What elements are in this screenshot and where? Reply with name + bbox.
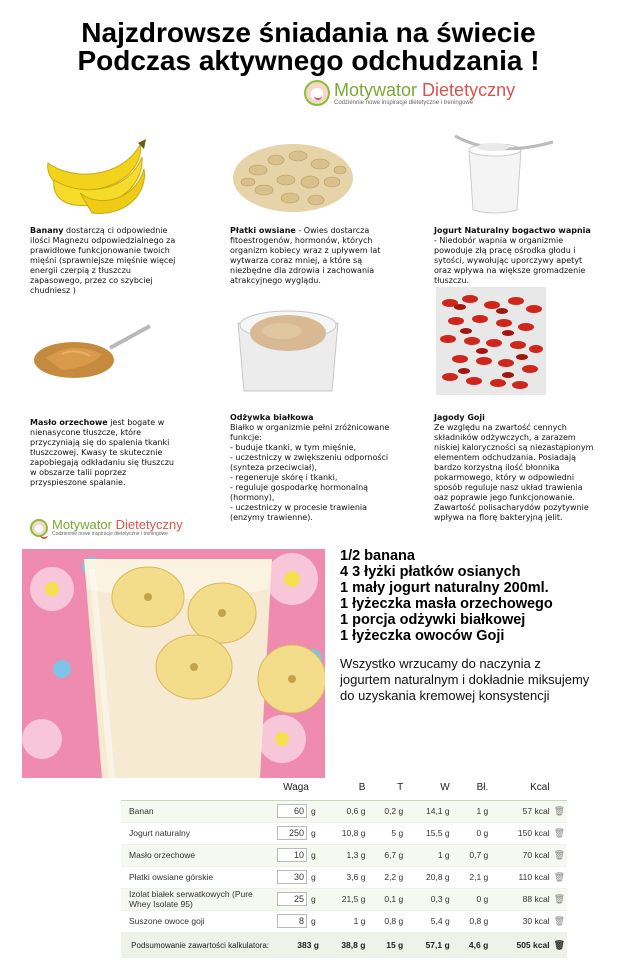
goji-berries-image bbox=[436, 287, 546, 395]
col-header-t: T bbox=[367, 776, 405, 800]
ingredient-text: Ze względu na zwartość cennych składników odżywczych, a zarazem niskiej kaloryczności są niezastąpionym elementem odchudzania. Posiadają bardzo korzystną ilość błonnika pokarmowego, który w odpowiedni sposób reguluje nasz układ trawienia oaz poprawie jego funkcjonowanie. Zawartość polisacharydów pozytywnie wpływa na florę bakteryjną jelit. bbox=[434, 423, 594, 522]
trash-icon[interactable]: 🗑 bbox=[552, 932, 567, 958]
ingredient-text: - Niedobór wapnia w organizmie powoduje złą pracę ośrodka głodu i sytości, wywołując uporczywy apetyt oraz wpływa na większe gromadzenie tłuszczu. bbox=[434, 236, 586, 285]
col-header-waga: Waga bbox=[271, 776, 321, 800]
kcal-value: 30 kcal bbox=[490, 910, 551, 932]
trash-icon[interactable]: 🗑 bbox=[552, 822, 567, 844]
fiber-value: 2,1 g bbox=[452, 866, 491, 888]
trash-icon[interactable]: 🗑 bbox=[552, 866, 567, 888]
carbs-value: 0,3 g bbox=[405, 888, 451, 910]
weight-input[interactable]: 8 bbox=[277, 914, 307, 928]
ingredient-title: Odżywka białkowa bbox=[230, 413, 314, 422]
kcal-value: 88 kcal bbox=[490, 888, 551, 910]
logo-tagline: Codziennie nowe inspiracje dietetyczne i treningowe bbox=[52, 531, 168, 537]
ingredient-desc-goji bbox=[434, 413, 599, 523]
table-row bbox=[121, 844, 567, 866]
carbs-value: 5,4 g bbox=[405, 910, 451, 932]
table-row bbox=[121, 800, 567, 822]
oat-flakes-image bbox=[228, 130, 358, 215]
summary-carbs: 57,1 g bbox=[405, 932, 451, 958]
logo-name-b: Dietetyczny bbox=[422, 79, 516, 100]
ingredient-title: Płatki owsiane bbox=[230, 226, 296, 235]
recipe-item: 1 mały jogurt naturalny 200ml. bbox=[340, 580, 549, 596]
fat-value: 0,2 g bbox=[367, 800, 405, 822]
logo-tagline: Codziennie nowe inspiracje dietetyczne i treningowe bbox=[334, 99, 474, 106]
protein-powder-image bbox=[232, 305, 344, 393]
trash-icon[interactable]: 🗑 bbox=[552, 888, 567, 910]
fiber-value: 0 g bbox=[452, 888, 491, 910]
kcal-value: 150 kcal bbox=[490, 822, 551, 844]
fat-value: 2,2 g bbox=[367, 866, 405, 888]
brand-logo bbox=[304, 80, 515, 106]
fat-value: 0,8 g bbox=[367, 910, 405, 932]
recipe-instructions: Wszystko wrzucamy do naczynia z jogurtem naturalnym i dokładnie miksujemy do uzyskania kremowej konsystencji bbox=[340, 656, 590, 703]
food-name: Masło orzechowe bbox=[121, 844, 271, 866]
recipe-list bbox=[340, 548, 553, 644]
summary-row bbox=[121, 932, 567, 958]
ingredient-text: jest bogate w nienasycone tłuszcze, które przyczyniają się do spalenia tkanki tłuszczowej. Kwasy te skutecznie zapobiegają odkładaniu się tłuszczu w obszarze talii poprzez przyspieszone spalanie. bbox=[30, 418, 174, 487]
ingredient-desc-oats bbox=[230, 226, 400, 286]
food-name: Suszone owoce goji bbox=[121, 910, 271, 932]
nutrition-calculator-table bbox=[121, 776, 567, 958]
table-row bbox=[121, 888, 567, 910]
fat-value: 6,7 g bbox=[367, 844, 405, 866]
weight-unit: g bbox=[309, 866, 321, 888]
logo-name-a: Motywator bbox=[52, 517, 112, 532]
fiber-value: 0 g bbox=[452, 822, 491, 844]
protein-value: 1,3 g bbox=[321, 844, 367, 866]
weight-unit: g bbox=[309, 822, 321, 844]
logo-name-a: Motywator bbox=[334, 79, 418, 100]
protein-value: 3,6 g bbox=[321, 866, 367, 888]
weight-input[interactable]: 25 bbox=[277, 892, 307, 906]
table-row bbox=[121, 910, 567, 932]
table-row bbox=[121, 822, 567, 844]
food-name: Banan bbox=[121, 800, 271, 822]
carbs-value: 1 g bbox=[405, 844, 451, 866]
col-header-kcal: Kcal bbox=[490, 776, 551, 800]
banana-image bbox=[40, 135, 150, 215]
summary-kcal: 505 kcal bbox=[490, 932, 551, 958]
trash-icon[interactable]: 🗑 bbox=[552, 844, 567, 866]
recipe-item: 1 łyżeczka owoców Goji bbox=[340, 628, 505, 644]
col-header-b: B bbox=[321, 776, 367, 800]
trash-icon[interactable]: 🗑 bbox=[552, 800, 567, 822]
summary-weight: 383 g bbox=[271, 932, 321, 958]
brand-logo-small bbox=[30, 518, 183, 537]
ingredient-title: Masło orzechowe bbox=[30, 418, 108, 427]
ingredient-text: - Owies dostarcza fitoestrogenów, hormonów, których organizm kobiecy wraz z upływem lat wytwarza coraz mniej, a które są niezbędne dla zdrowia i zachowania atrakcyjnego wyglądu. bbox=[230, 226, 381, 285]
fiber-value: 0,8 g bbox=[452, 910, 491, 932]
summary-label: Podsumowanie zawartości kalkulatora: bbox=[121, 932, 271, 958]
col-header-w: W bbox=[405, 776, 451, 800]
fiber-value: 0,7 g bbox=[452, 844, 491, 866]
food-name: Płatki owsiane górskie bbox=[121, 866, 271, 888]
recipe-item: 1 łyżeczka masła orzechowego bbox=[340, 596, 553, 612]
weight-unit: g bbox=[309, 910, 321, 932]
ingredient-title: Jogurt Naturalny bogactwo wapnia bbox=[434, 226, 591, 235]
protein-value: 21,5 g bbox=[321, 888, 367, 910]
ingredient-text: Białko w organizmie pełni zróżnicowane funkcje: - buduje tkanki, w tym mięśnie, - uczestniczy w zwiększeniu odporności (synteza przeciwciał), - regeneruje skórę i tkanki, - reguluje gospodarkę hormonalną (hormony), - uczestniczy w procesie trawienia (enzymy trawienne). bbox=[230, 423, 390, 522]
table-header-row bbox=[121, 776, 567, 800]
weight-unit: g bbox=[309, 844, 321, 866]
kcal-value: 57 kcal bbox=[490, 800, 551, 822]
protein-value: 0,6 g bbox=[321, 800, 367, 822]
protein-value: 1 g bbox=[321, 910, 367, 932]
ingredient-title: Jagody Goji bbox=[434, 413, 485, 422]
logo-face-icon bbox=[30, 519, 48, 537]
summary-protein: 38,8 g bbox=[321, 932, 367, 958]
ingredient-text: dostarczą ci odpowiednie ilości Magnezu odpowiedzialnego za prawidłowe funkcjonowanie twoich mięśni (sprawniejsze mięśnie więcej energii czerpią z tłuszczu zapasowego, przez co szybciej chudniesz ) bbox=[30, 226, 176, 295]
carbs-value: 14,1 g bbox=[405, 800, 451, 822]
weight-input[interactable]: 250 bbox=[277, 826, 307, 840]
page-subtitle: Podczas aktywnego odchudzania ! bbox=[77, 45, 540, 76]
food-name: Izolat białek serwatkowych (Pure Whey Isolate 95) bbox=[121, 888, 271, 910]
recipe-item: 1 porcja odżywki białkowej bbox=[340, 612, 526, 628]
fat-value: 5 g bbox=[367, 822, 405, 844]
kcal-value: 70 kcal bbox=[490, 844, 551, 866]
weight-unit: g bbox=[309, 888, 321, 910]
weight-input[interactable]: 60 bbox=[277, 804, 307, 818]
logo-name-b: Dietetyczny bbox=[115, 517, 183, 532]
ingredient-desc-banana bbox=[30, 226, 180, 296]
food-name: Jogurt naturalny bbox=[121, 822, 271, 844]
ingredient-desc-protein bbox=[230, 413, 400, 523]
recipe-item: 1/2 banana bbox=[340, 548, 415, 564]
ingredient-title: Banany bbox=[30, 226, 64, 235]
summary-fiber: 4,6 g bbox=[452, 932, 491, 958]
yogurt-image bbox=[435, 130, 555, 218]
ingredient-desc-yogurt bbox=[434, 226, 594, 286]
peanut-butter-image bbox=[32, 320, 152, 386]
fiber-value: 1 g bbox=[452, 800, 491, 822]
trash-icon[interactable]: 🗑 bbox=[552, 910, 567, 932]
smoothie-photo bbox=[22, 549, 325, 778]
protein-value: 10,8 g bbox=[321, 822, 367, 844]
logo-face-icon bbox=[304, 80, 330, 106]
summary-fat: 15 g bbox=[367, 932, 405, 958]
page-title: Najzdrowsze śniadania na świecie bbox=[81, 17, 536, 48]
col-header-bl: Bł. bbox=[452, 776, 491, 800]
fat-value: 0,1 g bbox=[367, 888, 405, 910]
kcal-value: 110 kcal bbox=[490, 866, 551, 888]
carbs-value: 15,5 g bbox=[405, 822, 451, 844]
table-row bbox=[121, 866, 567, 888]
weight-input[interactable]: 30 bbox=[277, 870, 307, 884]
carbs-value: 20,8 g bbox=[405, 866, 451, 888]
weight-input[interactable]: 10 bbox=[277, 848, 307, 862]
recipe-item: 4 3 łyżki płatków osianych bbox=[340, 564, 521, 580]
ingredient-desc-peanut-butter bbox=[30, 418, 180, 488]
weight-unit: g bbox=[309, 800, 321, 822]
